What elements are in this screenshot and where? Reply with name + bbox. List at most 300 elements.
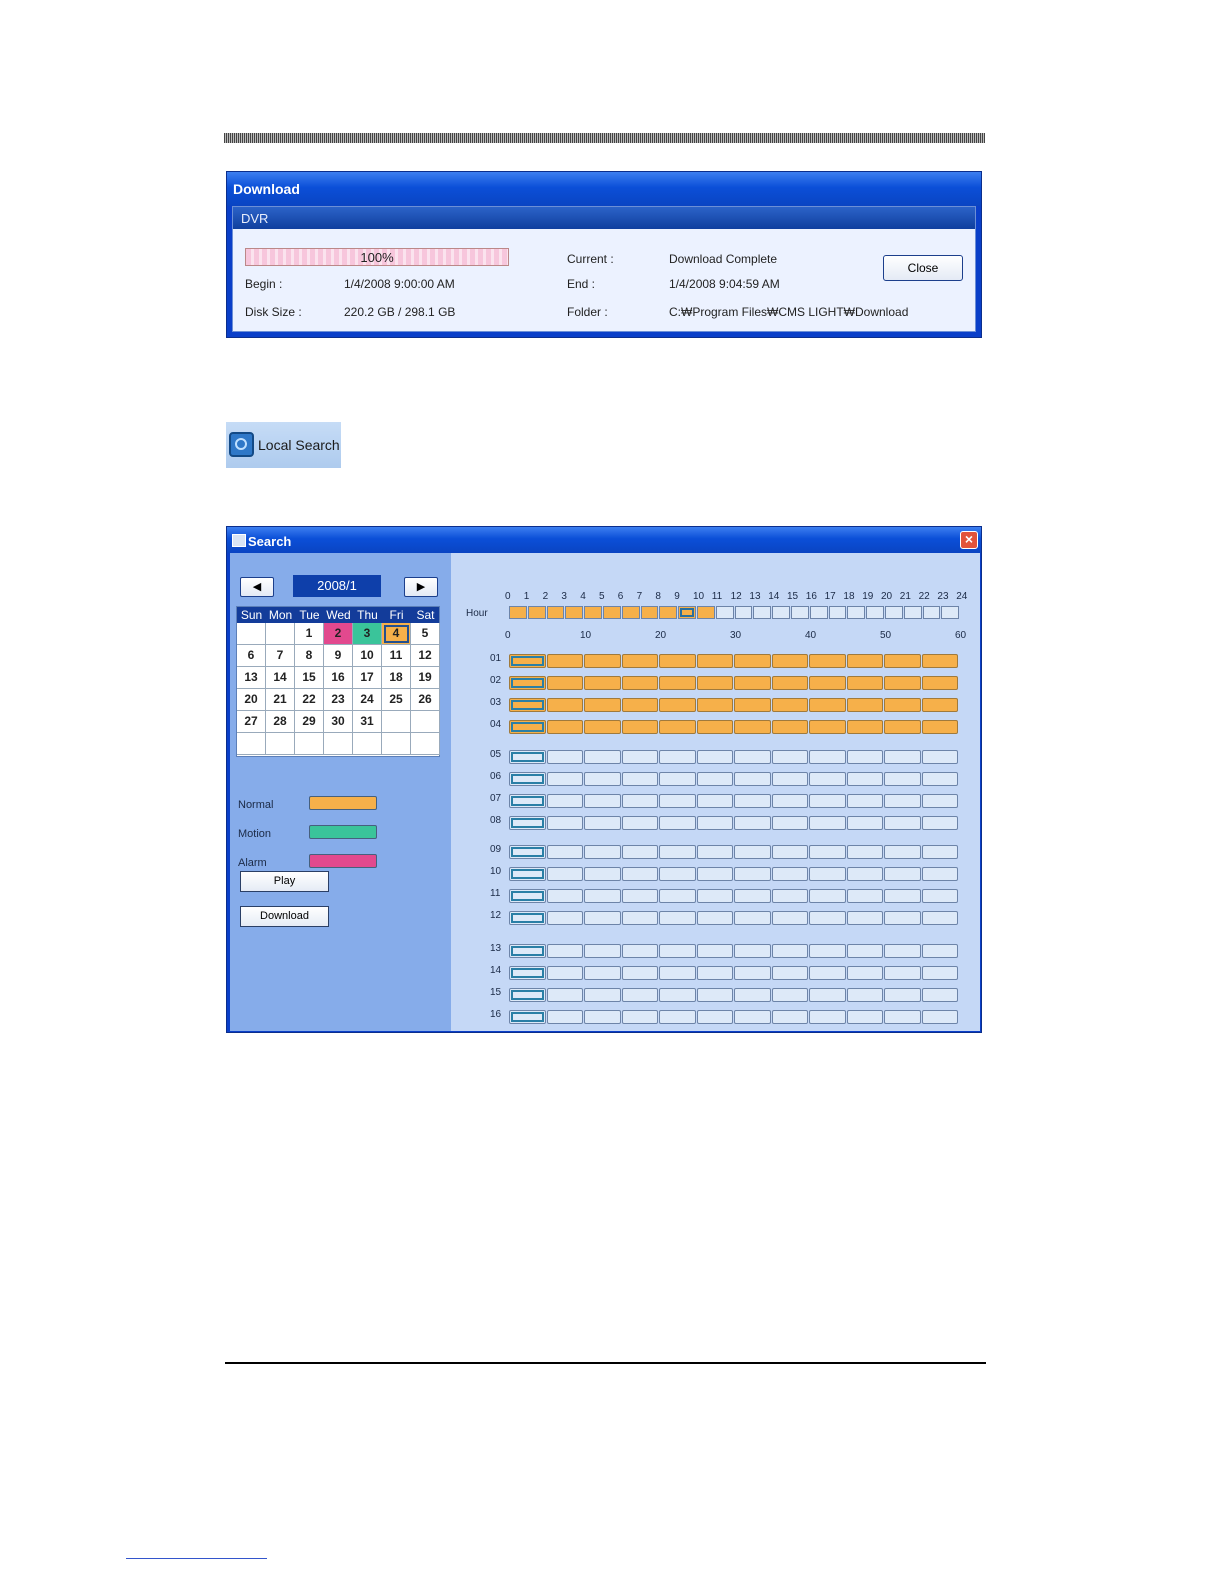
channel-segment[interactable]: [584, 750, 621, 764]
hour-cell[interactable]: [603, 606, 621, 619]
channel-segment[interactable]: [922, 944, 959, 958]
legend-label-motion: Motion: [238, 828, 272, 840]
channel-segment[interactable]: [509, 772, 546, 786]
channel-segment[interactable]: [509, 911, 546, 925]
hour-tick: 18: [843, 591, 855, 602]
channel-segment[interactable]: [509, 944, 546, 958]
channel-segment[interactable]: [509, 654, 546, 668]
channel-segment[interactable]: [584, 845, 621, 859]
folder-value: C:₩Program Files₩CMS LIGHT₩Download: [669, 305, 909, 319]
close-icon[interactable]: ×: [960, 531, 978, 549]
channel-segment[interactable]: [584, 889, 621, 903]
channel-segment[interactable]: [734, 889, 771, 903]
channel-segment[interactable]: [809, 698, 846, 712]
channel-segment[interactable]: [772, 676, 809, 690]
hour-cell[interactable]: [829, 606, 847, 619]
channel-segment[interactable]: [622, 720, 659, 734]
channel-segment[interactable]: [509, 966, 546, 980]
channel-segment[interactable]: [622, 794, 659, 808]
channel-segment[interactable]: [847, 698, 884, 712]
channel-segment[interactable]: [734, 676, 771, 690]
calendar-day[interactable]: 30: [324, 711, 353, 733]
hour-cell[interactable]: [866, 606, 884, 619]
calendar-day[interactable]: 21: [266, 689, 295, 711]
hour-cell[interactable]: [791, 606, 809, 619]
channel-segment[interactable]: [922, 720, 959, 734]
hour-cell[interactable]: [565, 606, 583, 619]
calendar-day[interactable]: 7: [266, 645, 295, 667]
calendar-day[interactable]: 25: [382, 689, 411, 711]
channel-segment[interactable]: [884, 794, 921, 808]
channel-segment[interactable]: [734, 750, 771, 764]
channel-segment[interactable]: [622, 889, 659, 903]
channel-segment[interactable]: [922, 867, 959, 881]
calendar-day[interactable]: 27: [237, 711, 266, 733]
channel-segment[interactable]: [697, 794, 734, 808]
calendar-day[interactable]: 5: [411, 623, 440, 645]
channel-segment[interactable]: [659, 772, 696, 786]
channel-segment[interactable]: [584, 772, 621, 786]
timeline-panel: [451, 553, 980, 1031]
channel-segment[interactable]: [847, 867, 884, 881]
channel-segment[interactable]: [734, 867, 771, 881]
channel-segment[interactable]: [772, 845, 809, 859]
channel-segment[interactable]: [584, 720, 621, 734]
channel-segment[interactable]: [772, 1010, 809, 1024]
channel-segment[interactable]: [922, 1010, 959, 1024]
channel-segment[interactable]: [884, 750, 921, 764]
download-body: [232, 206, 976, 332]
channel-segment[interactable]: [884, 966, 921, 980]
channel-segment[interactable]: [622, 845, 659, 859]
channel-segment[interactable]: [809, 794, 846, 808]
channel-segment[interactable]: [922, 911, 959, 925]
channel-segment[interactable]: [809, 845, 846, 859]
channel-segment[interactable]: [584, 676, 621, 690]
channel-segment[interactable]: [697, 988, 734, 1002]
channel-segment[interactable]: [847, 911, 884, 925]
channel-segment[interactable]: [584, 654, 621, 668]
channel-segment[interactable]: [772, 698, 809, 712]
hour-cell[interactable]: [547, 606, 565, 619]
channel-segment[interactable]: [847, 816, 884, 830]
channel-segment[interactable]: [734, 720, 771, 734]
minute-tick: 40: [805, 630, 817, 641]
calendar-empty-cell: [411, 733, 440, 755]
channel-segment[interactable]: [922, 988, 959, 1002]
hour-cell[interactable]: [772, 606, 790, 619]
calendar-empty-cell: [353, 733, 382, 755]
channel-segment[interactable]: [809, 720, 846, 734]
channel-segment[interactable]: [884, 1010, 921, 1024]
calendar-empty-cell: [266, 623, 295, 645]
channel-segment[interactable]: [622, 1010, 659, 1024]
calendar-empty-cell: [237, 733, 266, 755]
channel-segment[interactable]: [772, 816, 809, 830]
channel-segment[interactable]: [622, 750, 659, 764]
channel-segment[interactable]: [659, 654, 696, 668]
channel-segment[interactable]: [847, 944, 884, 958]
channel-segment[interactable]: [584, 794, 621, 808]
channel-segment[interactable]: [659, 698, 696, 712]
calendar-day[interactable]: 1: [295, 623, 324, 645]
channel-segment[interactable]: [659, 750, 696, 764]
channel-segment[interactable]: [772, 720, 809, 734]
calendar-day[interactable]: 17: [353, 667, 382, 689]
hour-tick: 16: [805, 591, 817, 602]
channel-segment[interactable]: [547, 966, 584, 980]
channel-segment[interactable]: [584, 698, 621, 712]
calendar-day[interactable]: 3: [353, 623, 382, 645]
channel-segment[interactable]: [547, 889, 584, 903]
footer-link-underline: [126, 1558, 267, 1559]
channel-segment[interactable]: [509, 720, 546, 734]
prev-month-button[interactable]: [240, 577, 274, 597]
channel-segment[interactable]: [697, 845, 734, 859]
channel-segment[interactable]: [659, 966, 696, 980]
channel-segment[interactable]: [697, 676, 734, 690]
channel-segment[interactable]: [622, 654, 659, 668]
channel-segment[interactable]: [847, 966, 884, 980]
channel-segment[interactable]: [509, 988, 546, 1002]
hour-cell[interactable]: [941, 606, 959, 619]
channel-segment[interactable]: [734, 772, 771, 786]
channel-segment[interactable]: [922, 816, 959, 830]
channel-segment[interactable]: [697, 698, 734, 712]
calendar-day[interactable]: 10: [353, 645, 382, 667]
channel-segment[interactable]: [809, 772, 846, 786]
weekday-header: Sun: [240, 608, 263, 622]
calendar-day[interactable]: 13: [237, 667, 266, 689]
channel-segment[interactable]: [659, 1010, 696, 1024]
channel-segment[interactable]: [659, 845, 696, 859]
channel-segment[interactable]: [509, 698, 546, 712]
channel-segment[interactable]: [547, 867, 584, 881]
calendar-day[interactable]: 26: [411, 689, 440, 711]
channel-segment[interactable]: [697, 944, 734, 958]
end-label: End :: [567, 277, 596, 291]
left-arrow-icon: ◀: [252, 581, 262, 593]
hour-cell[interactable]: [904, 606, 922, 619]
channel-segment[interactable]: [734, 698, 771, 712]
channel-segment[interactable]: [884, 867, 921, 881]
hour-tick: 10: [693, 591, 705, 602]
channel-segment[interactable]: [622, 911, 659, 925]
calendar-day[interactable]: 20: [237, 689, 266, 711]
channel-segment[interactable]: [697, 911, 734, 925]
channel-segment[interactable]: [659, 867, 696, 881]
calendar-empty-cell: [266, 733, 295, 755]
channel-segment[interactable]: [509, 794, 546, 808]
calendar-day[interactable]: 22: [295, 689, 324, 711]
channel-segment[interactable]: [734, 911, 771, 925]
channel-segment[interactable]: [884, 845, 921, 859]
calendar-day[interactable]: 29: [295, 711, 324, 733]
channel-segment[interactable]: [772, 654, 809, 668]
channel-segment[interactable]: [547, 750, 584, 764]
folder-label: Folder :: [567, 305, 608, 319]
channel-segment[interactable]: [547, 676, 584, 690]
channel-segment[interactable]: [509, 867, 546, 881]
channel-segment[interactable]: [809, 654, 846, 668]
channel-segment[interactable]: [922, 772, 959, 786]
channel-label: 10: [490, 866, 502, 877]
download-button[interactable]: Download: [240, 906, 329, 927]
hour-cell[interactable]: [923, 606, 941, 619]
channel-segment[interactable]: [697, 867, 734, 881]
channel-segment[interactable]: [772, 772, 809, 786]
channel-segment[interactable]: [847, 654, 884, 668]
channel-segment[interactable]: [622, 772, 659, 786]
channel-segment[interactable]: [622, 988, 659, 1002]
channel-segment[interactable]: [547, 720, 584, 734]
channel-segment[interactable]: [584, 911, 621, 925]
play-button[interactable]: Play: [240, 871, 329, 892]
progress-percent: 100%: [360, 250, 394, 265]
hour-tick: 15: [787, 591, 799, 602]
channel-segment[interactable]: [922, 676, 959, 690]
channel-segment[interactable]: [847, 794, 884, 808]
channel-segment[interactable]: [772, 988, 809, 1002]
channel-segment[interactable]: [734, 654, 771, 668]
calendar-day[interactable]: 2: [324, 623, 353, 645]
local-search-button[interactable]: [226, 422, 341, 468]
channel-segment[interactable]: [659, 944, 696, 958]
next-month-button[interactable]: [404, 577, 438, 597]
channel-segment[interactable]: [884, 720, 921, 734]
window-icon: [232, 534, 246, 547]
hour-cell[interactable]: [584, 606, 602, 619]
channel-segment[interactable]: [622, 944, 659, 958]
channel-segment[interactable]: [547, 911, 584, 925]
channel-segment[interactable]: [584, 988, 621, 1002]
channel-segment[interactable]: [922, 794, 959, 808]
channel-segment[interactable]: [809, 867, 846, 881]
channel-segment[interactable]: [772, 889, 809, 903]
channel-segment[interactable]: [659, 911, 696, 925]
channel-segment[interactable]: [734, 816, 771, 830]
begin-value: 1/4/2008 9:00:00 AM: [344, 277, 455, 291]
channel-segment[interactable]: [509, 1010, 546, 1024]
calendar-day[interactable]: 11: [382, 645, 411, 667]
hour-tick: 6: [617, 591, 624, 602]
calendar-day[interactable]: 19: [411, 667, 440, 689]
hour-cell[interactable]: [509, 606, 527, 619]
weekday-header: Mon: [268, 608, 293, 622]
weekday-header: Wed: [326, 608, 351, 622]
hour-cell[interactable]: [641, 606, 659, 619]
calendar-day[interactable]: 18: [382, 667, 411, 689]
hour-tick: 20: [881, 591, 893, 602]
channel-segment[interactable]: [772, 750, 809, 764]
channel-segment[interactable]: [584, 867, 621, 881]
hour-tick: 0: [505, 591, 511, 602]
channel-segment[interactable]: [772, 944, 809, 958]
calendar-day[interactable]: 24: [353, 689, 382, 711]
channel-segment[interactable]: [922, 966, 959, 980]
channel-segment[interactable]: [772, 794, 809, 808]
channel-segment[interactable]: [884, 911, 921, 925]
channel-segment[interactable]: [622, 966, 659, 980]
channel-segment[interactable]: [547, 1010, 584, 1024]
channel-segment[interactable]: [622, 698, 659, 712]
channel-segment[interactable]: [884, 889, 921, 903]
hour-tick: 2: [542, 591, 549, 602]
hour-cell[interactable]: [528, 606, 546, 619]
channel-segment[interactable]: [547, 988, 584, 1002]
channel-segment[interactable]: [884, 944, 921, 958]
channel-segment[interactable]: [734, 794, 771, 808]
channel-segment[interactable]: [884, 988, 921, 1002]
channel-segment[interactable]: [547, 772, 584, 786]
channel-segment[interactable]: [772, 966, 809, 980]
channel-segment[interactable]: [547, 698, 584, 712]
channel-segment[interactable]: [922, 750, 959, 764]
channel-segment[interactable]: [509, 676, 546, 690]
calendar-day[interactable]: 8: [295, 645, 324, 667]
calendar-header: [237, 607, 439, 623]
calendar-day[interactable]: 9: [324, 645, 353, 667]
hour-tick: 13: [749, 591, 761, 602]
calendar-day[interactable]: 15: [295, 667, 324, 689]
channel-segment[interactable]: [697, 816, 734, 830]
channel-segment[interactable]: [809, 1010, 846, 1024]
hour-cell[interactable]: [622, 606, 640, 619]
calendar-day[interactable]: 31: [353, 711, 382, 733]
legend-swatch-motion: [309, 825, 377, 839]
channel-segment[interactable]: [847, 889, 884, 903]
weekday-header: Sat: [416, 608, 435, 622]
channel-segment[interactable]: [884, 816, 921, 830]
channel-segment[interactable]: [584, 966, 621, 980]
channel-segment[interactable]: [734, 845, 771, 859]
calendar-day[interactable]: 14: [266, 667, 295, 689]
channel-segment[interactable]: [809, 911, 846, 925]
channel-segment[interactable]: [734, 988, 771, 1002]
channel-segment[interactable]: [659, 720, 696, 734]
channel-segment[interactable]: [809, 966, 846, 980]
hour-cell[interactable]: [697, 606, 715, 619]
channel-segment[interactable]: [509, 750, 546, 764]
channel-segment[interactable]: [584, 1010, 621, 1024]
channel-segment[interactable]: [547, 654, 584, 668]
download-title: Download: [233, 181, 300, 197]
channel-segment[interactable]: [884, 676, 921, 690]
calendar-day[interactable]: 23: [324, 689, 353, 711]
channel-segment[interactable]: [547, 944, 584, 958]
calendar-day[interactable]: 28: [266, 711, 295, 733]
channel-segment[interactable]: [697, 720, 734, 734]
channel-segment[interactable]: [884, 654, 921, 668]
channel-segment[interactable]: [772, 867, 809, 881]
minute-tick: 0: [505, 630, 511, 641]
channel-label: 05: [490, 749, 502, 760]
hour-tick: 21: [899, 591, 911, 602]
calendar: [236, 606, 440, 757]
hour-tick: 23: [937, 591, 949, 602]
hour-cell[interactable]: [753, 606, 771, 619]
channel-segment[interactable]: [547, 845, 584, 859]
channel-segment[interactable]: [659, 889, 696, 903]
channel-segment[interactable]: [922, 845, 959, 859]
channel-segment[interactable]: [772, 911, 809, 925]
channel-segment[interactable]: [847, 676, 884, 690]
channel-segment[interactable]: [734, 944, 771, 958]
channel-segment[interactable]: [809, 988, 846, 1002]
channel-segment[interactable]: [809, 816, 846, 830]
calendar-day[interactable]: 16: [324, 667, 353, 689]
channel-segment[interactable]: [884, 698, 921, 712]
channel-segment[interactable]: [922, 698, 959, 712]
hour-cell[interactable]: [847, 606, 865, 619]
channel-segment[interactable]: [697, 750, 734, 764]
channel-segment[interactable]: [509, 816, 546, 830]
channel-segment[interactable]: [847, 845, 884, 859]
channel-segment[interactable]: [809, 889, 846, 903]
hour-tick: 11: [711, 591, 723, 602]
channel-segment[interactable]: [847, 772, 884, 786]
channel-segment[interactable]: [809, 676, 846, 690]
hour-cell[interactable]: [659, 606, 677, 619]
hour-tick: 19: [862, 591, 874, 602]
channel-segment[interactable]: [622, 816, 659, 830]
channel-segment[interactable]: [547, 816, 584, 830]
channel-segment[interactable]: [697, 966, 734, 980]
channel-segment[interactable]: [697, 772, 734, 786]
channel-segment[interactable]: [809, 750, 846, 764]
hour-cell[interactable]: [678, 606, 696, 619]
channel-segment[interactable]: [659, 794, 696, 808]
channel-segment[interactable]: [697, 889, 734, 903]
legend-swatch-alarm: [309, 854, 377, 868]
channel-segment[interactable]: [509, 889, 546, 903]
channel-segment[interactable]: [884, 772, 921, 786]
channel-segment[interactable]: [847, 988, 884, 1002]
channel-segment[interactable]: [584, 944, 621, 958]
channel-segment[interactable]: [734, 1010, 771, 1024]
calendar-day[interactable]: 4: [382, 623, 411, 645]
channel-segment[interactable]: [659, 988, 696, 1002]
channel-segment[interactable]: [584, 816, 621, 830]
channel-segment[interactable]: [509, 845, 546, 859]
channel-segment[interactable]: [659, 816, 696, 830]
close-button[interactable]: Close: [883, 255, 963, 281]
channel-segment[interactable]: [622, 676, 659, 690]
channel-segment[interactable]: [697, 654, 734, 668]
channel-segment[interactable]: [697, 1010, 734, 1024]
calendar-empty-cell: [324, 733, 353, 755]
channel-segment[interactable]: [922, 889, 959, 903]
hour-cell[interactable]: [716, 606, 734, 619]
hour-tick: 5: [599, 591, 605, 602]
channel-segment[interactable]: [847, 1010, 884, 1024]
calendar-day[interactable]: 6: [237, 645, 266, 667]
download-titlebar: [227, 172, 981, 206]
month-label: 2008/1: [293, 575, 381, 597]
hour-cell[interactable]: [735, 606, 753, 619]
channel-segment[interactable]: [847, 750, 884, 764]
channel-segment[interactable]: [547, 794, 584, 808]
channel-segment[interactable]: [659, 676, 696, 690]
calendar-day[interactable]: 12: [411, 645, 440, 667]
hour-cell[interactable]: [885, 606, 903, 619]
hour-cell[interactable]: [810, 606, 828, 619]
channel-segment[interactable]: [622, 867, 659, 881]
channel-segment[interactable]: [847, 720, 884, 734]
channel-segment[interactable]: [922, 654, 959, 668]
channel-segment[interactable]: [734, 966, 771, 980]
channel-segment[interactable]: [809, 944, 846, 958]
